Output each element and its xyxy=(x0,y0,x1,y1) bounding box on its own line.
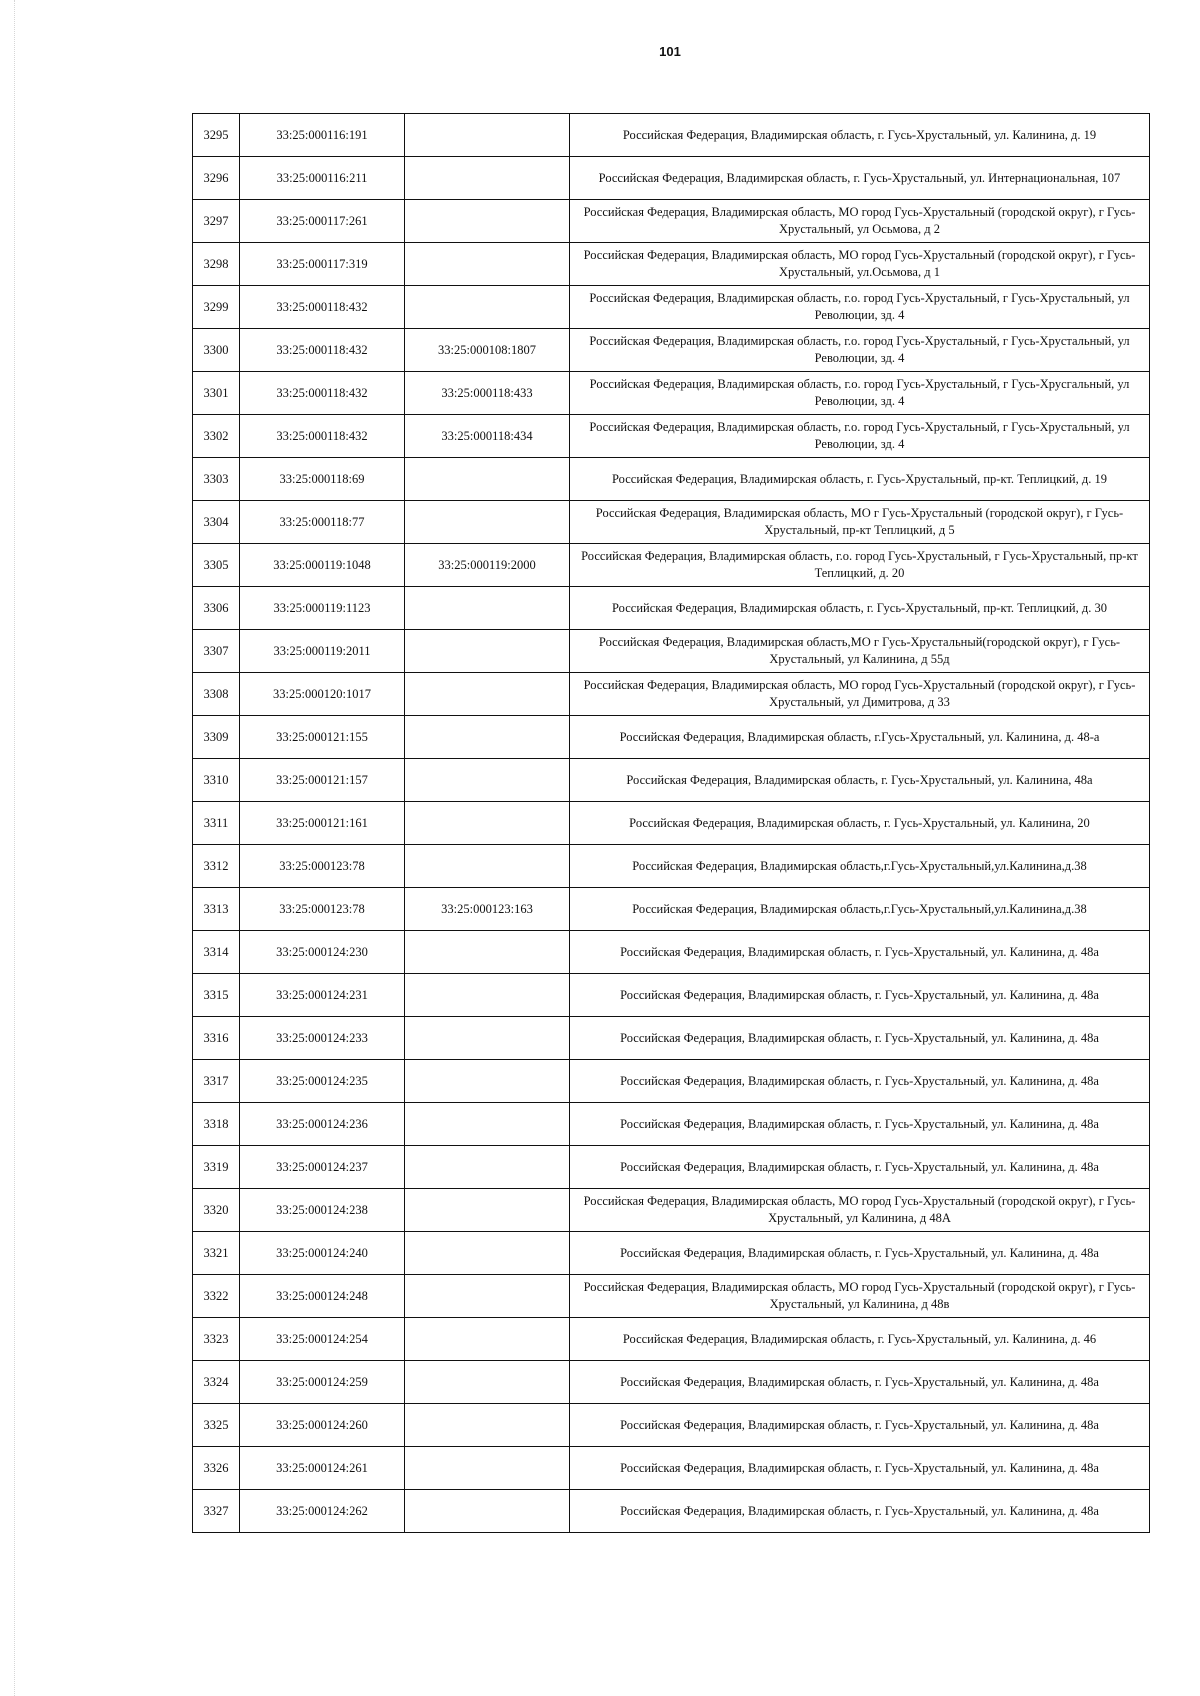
address-cell: Российская Федерация, Владимирская область, г. Гусь-Хрустальный, ул. Калинина, д. 48а xyxy=(570,1404,1150,1447)
row-number-cell: 3301 xyxy=(193,372,240,415)
table-row xyxy=(193,673,1150,716)
cadastral-number-cell: 33:25:000116:191 xyxy=(240,114,405,157)
table-row xyxy=(193,1103,1150,1146)
cadastral-number-cell: 33:25:000118:69 xyxy=(240,458,405,501)
related-cadastral-number-cell xyxy=(405,458,570,501)
related-cadastral-number-cell xyxy=(405,286,570,329)
row-number-cell: 3320 xyxy=(193,1189,240,1232)
address-cell: Российская Федерация, Владимирская область, МО город Гусь-Хрустальный (городской округ), г Гусь-Хрустальный, ул.Осьмова, д 1 xyxy=(570,243,1150,286)
cadastral-number-cell: 33:25:000118:432 xyxy=(240,372,405,415)
table-row xyxy=(193,1060,1150,1103)
cadastral-number-cell: 33:25:000118:432 xyxy=(240,329,405,372)
address-cell: Российская Федерация, Владимирская область,г.Гусь-Хрустальный,ул.Калинина,д.38 xyxy=(570,888,1150,931)
row-number-cell: 3302 xyxy=(193,415,240,458)
table-row xyxy=(193,1447,1150,1490)
address-cell: Российская Федерация, Владимирская область, г.Гусь-Хрустальный, ул. Калинина, д. 48-а xyxy=(570,716,1150,759)
row-number-cell: 3311 xyxy=(193,802,240,845)
table-row xyxy=(193,1318,1150,1361)
cadastral-number-cell: 33:25:000124:261 xyxy=(240,1447,405,1490)
table-row xyxy=(193,974,1150,1017)
row-number-cell: 3325 xyxy=(193,1404,240,1447)
related-cadastral-number-cell xyxy=(405,673,570,716)
related-cadastral-number-cell xyxy=(405,759,570,802)
table-row xyxy=(193,845,1150,888)
address-cell: Российская Федерация, Владимирская область, г. Гусь-Хрустальный, ул. Калинина, д. 48а xyxy=(570,1146,1150,1189)
address-cell: Российская Федерация, Владимирская область, МО город Гусь-Хрустальный (городской округ), г Гусь-Хрустальный, ул Калинина, д 48в xyxy=(570,1275,1150,1318)
related-cadastral-number-cell xyxy=(405,501,570,544)
table-row xyxy=(193,802,1150,845)
address-cell: Российская Федерация, Владимирская область, г. Гусь-Хрустальный, ул. Калинина, д. 48а xyxy=(570,1361,1150,1404)
address-cell: Российская Федерация, Владимирская область, г. Гусь-Хрустальный, ул. Калинина, д. 48а xyxy=(570,931,1150,974)
address-cell: Российская Федерация, Владимирская область,МО г Гусь-Хрустальный(городской округ), г Гусь-Хрустальный, ул Калинина, д 55д xyxy=(570,630,1150,673)
row-number-cell: 3300 xyxy=(193,329,240,372)
related-cadastral-number-cell xyxy=(405,630,570,673)
address-cell: Российская Федерация, Владимирская область, МО город Гусь-Хрустальный (городской округ), г Гусь-Хрустальный, ул Калинина, д 48А xyxy=(570,1189,1150,1232)
address-cell: Российская Федерация, Владимирская область, г.о. город Гусь-Хрустальный, г Гусь-Хрустальный, ул Революции, зд. 4 xyxy=(570,329,1150,372)
table-row xyxy=(193,1017,1150,1060)
address-cell: Российская Федерация, Владимирская область, г.о. город Гусь-Хрустальный, г Гусь-Хрустальный, ул Революции, зд. 4 xyxy=(570,286,1150,329)
table-row xyxy=(193,372,1150,415)
address-cell: Российская Федерация, Владимирская область, МО город Гусь-Хрустальный (городской округ), г Гусь-Хрустальный, ул Осьмова, д 2 xyxy=(570,200,1150,243)
cadastral-number-cell: 33:25:000124:231 xyxy=(240,974,405,1017)
cadastral-number-cell: 33:25:000121:161 xyxy=(240,802,405,845)
address-cell: Российская Федерация, Владимирская область, г.о. город Гусь-Хрустальный, г Гусь-Хрустальный, пр-кт Теплицкий, д. 20 xyxy=(570,544,1150,587)
row-number-cell: 3317 xyxy=(193,1060,240,1103)
table-row xyxy=(193,1146,1150,1189)
related-cadastral-number-cell xyxy=(405,1146,570,1189)
registry-table xyxy=(192,113,1150,1533)
related-cadastral-number-cell xyxy=(405,1490,570,1533)
table-row xyxy=(193,157,1150,200)
table-row xyxy=(193,286,1150,329)
address-cell: Российская Федерация, Владимирская область, г. Гусь-Хрустальный, ул. Калинина, д. 48а xyxy=(570,1490,1150,1533)
table-row xyxy=(193,1189,1150,1232)
cadastral-number-cell: 33:25:000124:254 xyxy=(240,1318,405,1361)
related-cadastral-number-cell xyxy=(405,1361,570,1404)
address-cell: Российская Федерация, Владимирская область, г. Гусь-Хрустальный, ул. Калинина, д. 48а xyxy=(570,1447,1150,1490)
related-cadastral-number-cell xyxy=(405,587,570,630)
registry-table-body xyxy=(193,114,1150,1533)
row-number-cell: 3297 xyxy=(193,200,240,243)
address-cell: Российская Федерация, Владимирская область, г.о. город Гусь-Хрустальный, г Гусь-Хрусгальный, ул Революции, зд. 4 xyxy=(570,372,1150,415)
related-cadastral-number-cell: 33:25:000123:163 xyxy=(405,888,570,931)
address-cell: Российская Федерация, Владимирская область, г. Гусь-Хрустальный, ул. Калинина, д. 46 xyxy=(570,1318,1150,1361)
cadastral-number-cell: 33:25:000119:1048 xyxy=(240,544,405,587)
related-cadastral-number-cell xyxy=(405,931,570,974)
row-number-cell: 3298 xyxy=(193,243,240,286)
related-cadastral-number-cell: 33:25:000119:2000 xyxy=(405,544,570,587)
address-cell: Российская Федерация, Владимирская область, г. Гусь-Хрустальный, ул. Калинина, 20 xyxy=(570,802,1150,845)
cadastral-number-cell: 33:25:000119:1123 xyxy=(240,587,405,630)
cadastral-number-cell: 33:25:000118:77 xyxy=(240,501,405,544)
table-row xyxy=(193,200,1150,243)
row-number-cell: 3323 xyxy=(193,1318,240,1361)
address-cell: Российская Федерация, Владимирская область, г. Гусь-Хрустальный, пр-кт. Теплицкий, д. 30 xyxy=(570,587,1150,630)
row-number-cell: 3310 xyxy=(193,759,240,802)
related-cadastral-number-cell: 33:25:000118:433 xyxy=(405,372,570,415)
related-cadastral-number-cell xyxy=(405,716,570,759)
table-row xyxy=(193,458,1150,501)
table-row xyxy=(193,544,1150,587)
related-cadastral-number-cell xyxy=(405,114,570,157)
row-number-cell: 3299 xyxy=(193,286,240,329)
table-row xyxy=(193,501,1150,544)
row-number-cell: 3307 xyxy=(193,630,240,673)
address-cell: Российская Федерация, Владимирская область, г. Гусь-Хрустальный, ул. Калинина, д. 48а xyxy=(570,1017,1150,1060)
row-number-cell: 3313 xyxy=(193,888,240,931)
row-number-cell: 3318 xyxy=(193,1103,240,1146)
row-number-cell: 3315 xyxy=(193,974,240,1017)
row-number-cell: 3305 xyxy=(193,544,240,587)
address-cell: Российская Федерация, Владимирская область, г. Гусь-Хрустальный, ул. Калинина, д. 48а xyxy=(570,1232,1150,1275)
cadastral-number-cell: 33:25:000124:248 xyxy=(240,1275,405,1318)
related-cadastral-number-cell xyxy=(405,845,570,888)
cadastral-number-cell: 33:25:000120:1017 xyxy=(240,673,405,716)
table-row xyxy=(193,630,1150,673)
address-cell: Российская Федерация, Владимирская область, г. Гусь-Хрустальный, ул. Интернациональная, 107 xyxy=(570,157,1150,200)
row-number-cell: 3306 xyxy=(193,587,240,630)
row-number-cell: 3324 xyxy=(193,1361,240,1404)
cadastral-number-cell: 33:25:000117:261 xyxy=(240,200,405,243)
table-row xyxy=(193,329,1150,372)
table-row xyxy=(193,716,1150,759)
cadastral-number-cell: 33:25:000124:236 xyxy=(240,1103,405,1146)
address-cell: Российская Федерация, Владимирская область, г.о. город Гусь-Хрустальный, г Гусь-Хрустальный, ул Революции, зд. 4 xyxy=(570,415,1150,458)
cadastral-number-cell: 33:25:000121:155 xyxy=(240,716,405,759)
table-row xyxy=(193,587,1150,630)
cadastral-number-cell: 33:25:000118:432 xyxy=(240,286,405,329)
table-row xyxy=(193,1404,1150,1447)
related-cadastral-number-cell xyxy=(405,1060,570,1103)
table-row xyxy=(193,1490,1150,1533)
cadastral-number-cell: 33:25:000117:319 xyxy=(240,243,405,286)
row-number-cell: 3326 xyxy=(193,1447,240,1490)
related-cadastral-number-cell xyxy=(405,1404,570,1447)
related-cadastral-number-cell xyxy=(405,1232,570,1275)
related-cadastral-number-cell xyxy=(405,1017,570,1060)
related-cadastral-number-cell xyxy=(405,243,570,286)
cadastral-number-cell: 33:25:000124:235 xyxy=(240,1060,405,1103)
table-row xyxy=(193,114,1150,157)
row-number-cell: 3304 xyxy=(193,501,240,544)
row-number-cell: 3303 xyxy=(193,458,240,501)
table-row xyxy=(193,931,1150,974)
related-cadastral-number-cell xyxy=(405,200,570,243)
row-number-cell: 3327 xyxy=(193,1490,240,1533)
table-row xyxy=(193,888,1150,931)
cadastral-number-cell: 33:25:000116:211 xyxy=(240,157,405,200)
table-row xyxy=(193,1275,1150,1318)
row-number-cell: 3319 xyxy=(193,1146,240,1189)
cadastral-number-cell: 33:25:000124:238 xyxy=(240,1189,405,1232)
cadastral-number-cell: 33:25:000118:432 xyxy=(240,415,405,458)
row-number-cell: 3296 xyxy=(193,157,240,200)
address-cell: Российская Федерация, Владимирская область, МО г Гусь-Хрустальный (городской округ), г Гусь-Хрустальный, пр-кт Теплицкий, д 5 xyxy=(570,501,1150,544)
cadastral-number-cell: 33:25:000124:237 xyxy=(240,1146,405,1189)
related-cadastral-number-cell: 33:25:000108:1807 xyxy=(405,329,570,372)
cadastral-number-cell: 33:25:000124:262 xyxy=(240,1490,405,1533)
table-row xyxy=(193,759,1150,802)
address-cell: Российская Федерация, Владимирская область, МО город Гусь-Хрустальный (городской округ), г Гусь-Хрустальный, ул Димитрова, д 33 xyxy=(570,673,1150,716)
table-row xyxy=(193,243,1150,286)
cadastral-number-cell: 33:25:000124:230 xyxy=(240,931,405,974)
row-number-cell: 3322 xyxy=(193,1275,240,1318)
row-number-cell: 3312 xyxy=(193,845,240,888)
address-cell: Российская Федерация, Владимирская область, г. Гусь-Хрустальный, ул. Калинина, д. 48а xyxy=(570,1103,1150,1146)
address-cell: Российская Федерация, Владимирская область, г. Гусь-Хрустальный, ул. Калинина, д. 19 xyxy=(570,114,1150,157)
scan-margin-line xyxy=(14,0,15,1696)
cadastral-number-cell: 33:25:000123:78 xyxy=(240,845,405,888)
table-row xyxy=(193,415,1150,458)
cadastral-number-cell: 33:25:000124:259 xyxy=(240,1361,405,1404)
address-cell: Российская Федерация, Владимирская область, г. Гусь-Хрустальный, ул. Калинина, д. 48а xyxy=(570,1060,1150,1103)
related-cadastral-number-cell xyxy=(405,1275,570,1318)
related-cadastral-number-cell xyxy=(405,1447,570,1490)
row-number-cell: 3309 xyxy=(193,716,240,759)
cadastral-number-cell: 33:25:000121:157 xyxy=(240,759,405,802)
related-cadastral-number-cell xyxy=(405,802,570,845)
table-row xyxy=(193,1361,1150,1404)
table-row xyxy=(193,1232,1150,1275)
cadastral-number-cell: 33:25:000124:233 xyxy=(240,1017,405,1060)
cadastral-number-cell: 33:25:000124:240 xyxy=(240,1232,405,1275)
page-number: 101 xyxy=(659,44,681,59)
cadastral-number-cell: 33:25:000123:78 xyxy=(240,888,405,931)
related-cadastral-number-cell xyxy=(405,974,570,1017)
cadastral-number-cell: 33:25:000124:260 xyxy=(240,1404,405,1447)
address-cell: Российская Федерация, Владимирская область, г. Гусь-Хрустальный, ул. Калинина, д. 48а xyxy=(570,974,1150,1017)
row-number-cell: 3316 xyxy=(193,1017,240,1060)
row-number-cell: 3295 xyxy=(193,114,240,157)
address-cell: Российская Федерация, Владимирская область, г. Гусь-Хрустальный, пр-кт. Теплицкий, д. 19 xyxy=(570,458,1150,501)
related-cadastral-number-cell xyxy=(405,157,570,200)
related-cadastral-number-cell xyxy=(405,1189,570,1232)
cadastral-number-cell: 33:25:000119:2011 xyxy=(240,630,405,673)
address-cell: Российская Федерация, Владимирская область,г.Гусь-Хрустальный,ул.Калинина,д.38 xyxy=(570,845,1150,888)
row-number-cell: 3321 xyxy=(193,1232,240,1275)
related-cadastral-number-cell xyxy=(405,1103,570,1146)
address-cell: Российская Федерация, Владимирская область, г. Гусь-Хрустальный, ул. Калинина, 48а xyxy=(570,759,1150,802)
row-number-cell: 3308 xyxy=(193,673,240,716)
related-cadastral-number-cell xyxy=(405,1318,570,1361)
row-number-cell: 3314 xyxy=(193,931,240,974)
related-cadastral-number-cell: 33:25:000118:434 xyxy=(405,415,570,458)
